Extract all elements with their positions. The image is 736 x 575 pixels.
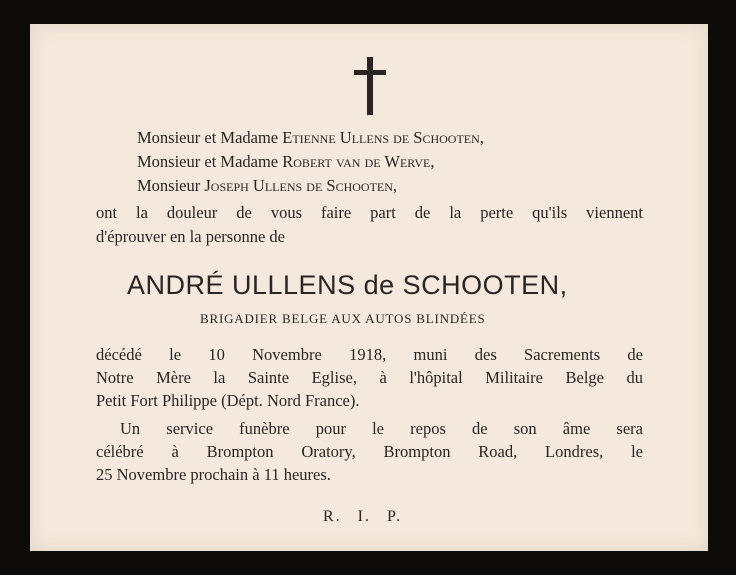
family-line-1: [137, 127, 484, 149]
family-line-3: [137, 175, 397, 197]
family-line-3-name: Joseph Ullens de Schooten,: [204, 176, 398, 195]
intro-line-2: d'éprouver en la personne de: [96, 227, 285, 246]
family-line-2-prefix: Monsieur et Madame: [137, 152, 283, 171]
death-line-3: Petit Fort Philippe (Dépt. Nord France).: [96, 391, 360, 410]
cross-icon: [352, 57, 388, 115]
service-line-3: 25 Novembre prochain à 11 heures.: [96, 465, 331, 484]
service-line-2: célébré à Brompton Oratory, Brompton Road, Londres, le: [96, 442, 643, 461]
rip-text: R. I. P.: [323, 508, 403, 525]
intro-line-1: ont la douleur de vous faire part de la perte qu'ils viennent: [96, 203, 643, 222]
death-line-1: décédé le 10 Novembre 1918, muni des Sacrements de: [96, 345, 643, 364]
family-line-2-name: Robert van de Werve,: [282, 152, 435, 171]
family-line-1-name: Etienne Ullens de Schooten,: [282, 128, 484, 147]
deceased-name: ANDRÉ ULLLENS de SCHOOTEN,: [127, 270, 568, 300]
family-line-3-prefix: Monsieur: [137, 176, 205, 195]
family-line-2: [137, 151, 434, 173]
family-line-1-prefix: Monsieur et Madame: [137, 128, 283, 147]
deceased-title: BRIGADIER BELGE AUX AUTOS BLINDÉES: [200, 311, 486, 326]
death-line-2: Notre Mère la Sainte Eglise, à l'hôpital Militaire Belge du: [96, 368, 643, 387]
service-line-1: Un service funèbre pour le repos de son âme sera: [120, 419, 643, 438]
funeral-card: [30, 24, 708, 551]
